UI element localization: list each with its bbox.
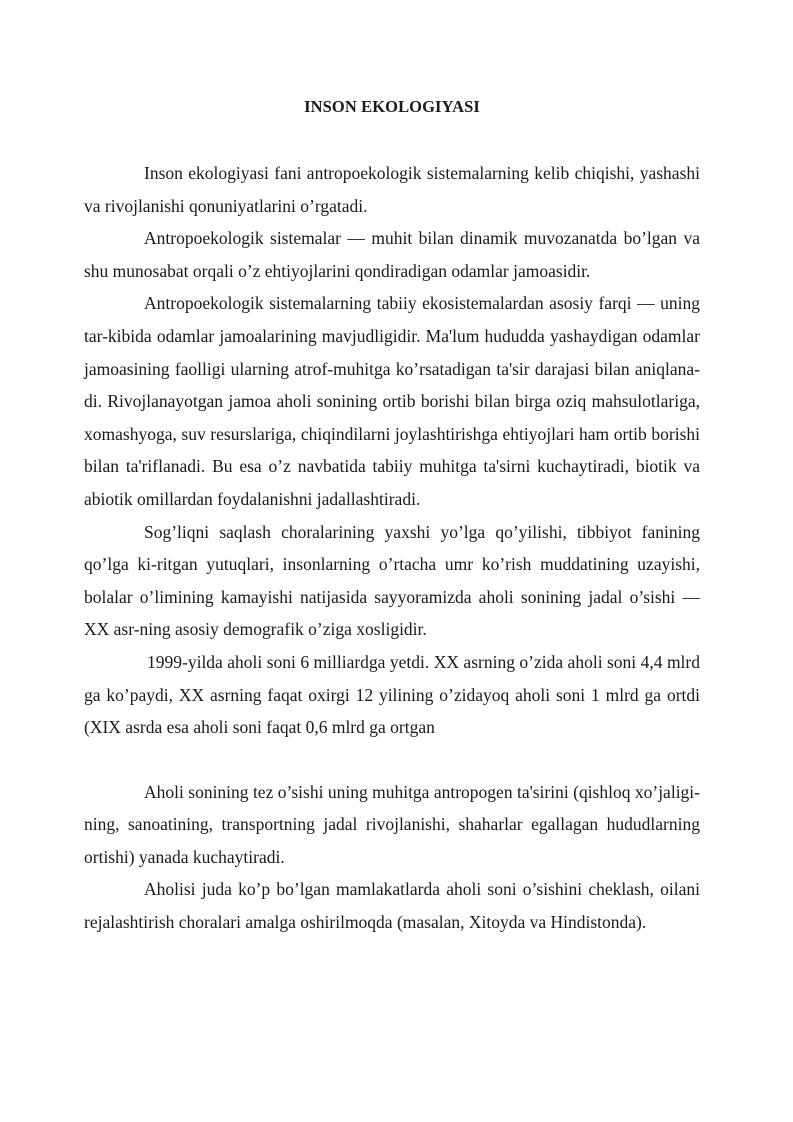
paragraph-7: Aholisi juda ko’p bo’lgan mamlakatlarda aholi soni o’sishini cheklash, oilani rejalashtirish choralari amalga oshirilmoqda (masalan, Xitoyda va Hindistonda). xyxy=(84,879,700,933)
paragraph-6: Aholi sonining tez o’sishi uning muhitga antropogen ta'sirini (qishloq xo’jaligi-ning, sanoatining, transportning jadal rivojlanishi, shaharlar egallagan hududlarning ortishi) yanada kuchaytiradi. xyxy=(84,781,700,867)
paragraph-gap xyxy=(84,744,700,776)
document-body xyxy=(84,157,700,939)
document-title: INSON EKOLOGIYASI xyxy=(304,97,480,116)
paragraph-2: Antropoekologik sistemalar — muhit bilan dinamik muvozanatda bo’lgan va shu munosabat orqali o’z ehtiyojlarini qondiradigan odamlar jamoasidir. xyxy=(84,228,700,281)
paragraph-3: Antropoekologik sistemalarning tabiiy ekosistemalardan asosiy farqi — uning tar-kibida odamlar jamoalarining mavjudligidir. Ma'lum hududda yashaydigan odamlar jamoasining faolligi ularning atrof-muhitga ko’rsatadigan ta'sir darajasi bilan aniqlana-di. Rivojlanayotgan jamoa aholi sonining ortib borishi bilan birga oziq mahsulotlariga, xomashyoga, suv resurslariga, chiqindilarni joylashtirishga ehtiyojlari ham ortib borishi bilan ta'riflanadi. Bu esa o’z navbatida tabiiy muhitga ta'sirni kuchaytiradi, biotik va abiotik omillardan foydalanishni jadallashtiradi. xyxy=(84,293,700,509)
paragraph-4: Sog’liqni saqlash choralarining yaxshi yo’lga qo’yilishi, tibbiyot fanining qo’lga ki-ritgan yutuqlari, insonlarning o’rtacha umr ko’rish muddatining uzayishi, bolalar o’limining kamayishi natijasida sayyoramizda aholi sonining jadal o’sishi — XX asr-ning asosiy demografik o’ziga xosligidir. xyxy=(84,521,700,640)
paragraph-1: Inson ekologiyasi fani antropoekologik sistemalarning kelib chiqishi, yashashi va rivojlanishi qonuniyatlarini o’rgatadi. xyxy=(84,163,700,216)
paragraph-5: 1999-yilda aholi soni 6 milliardga yetdi. XX asrning o’zida aholi soni 4,4 mlrd ga ko’paydi, XX asrning faqat oxirgi 12 yilining o’zidayoq aholi soni 1 mlrd ga ortdi (XIX asrda esa aholi soni faqat 0,6 mlrd ga ortgan xyxy=(84,651,700,738)
